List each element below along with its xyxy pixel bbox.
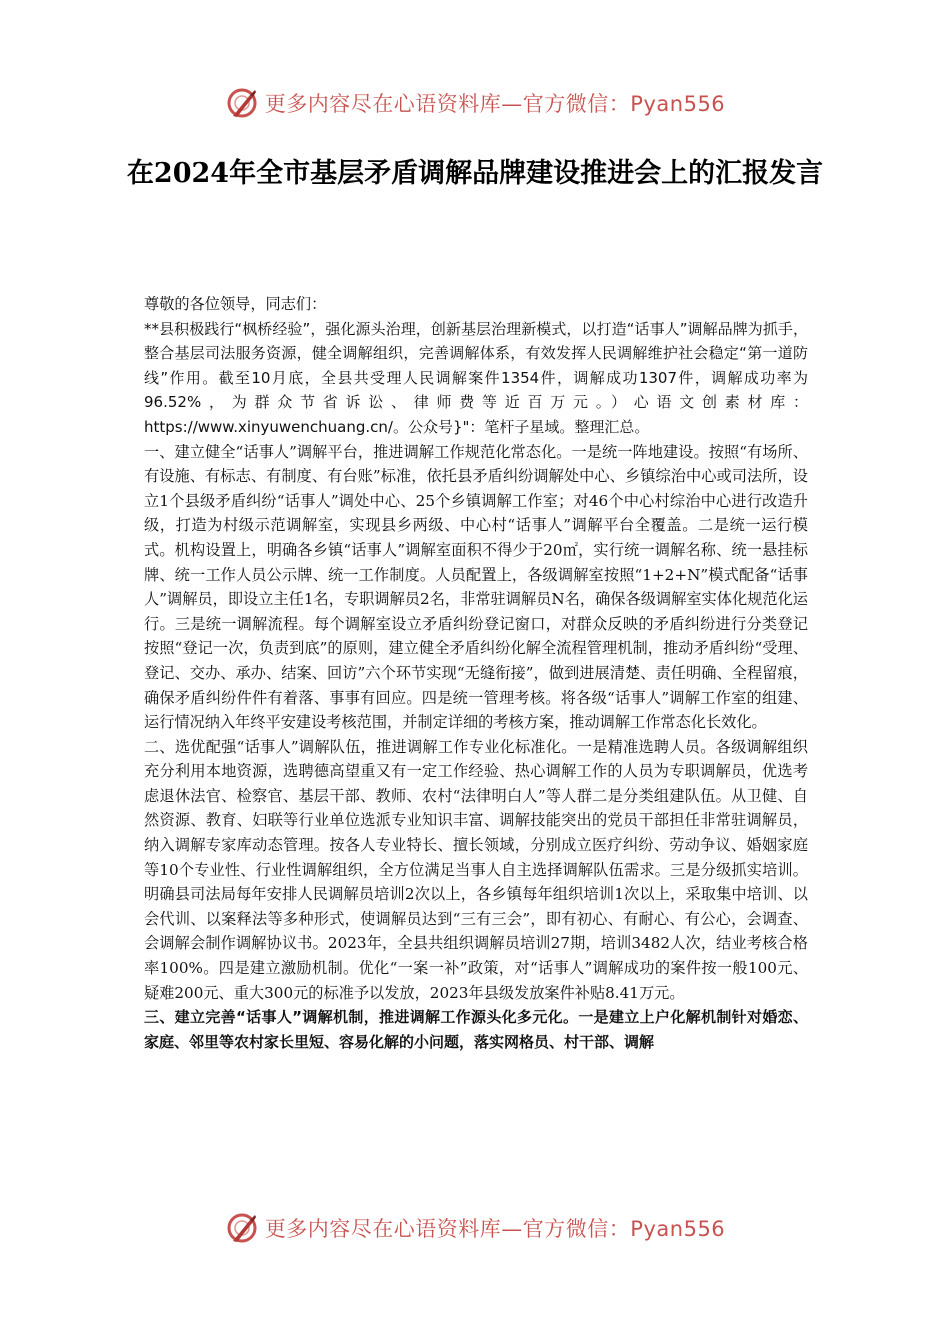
greeting: 尊敬的各位领导，同志们： [144, 295, 327, 313]
brush-logo-icon [225, 1211, 259, 1245]
document-body [144, 292, 808, 1054]
watermark-banner-bottom [0, 1203, 950, 1253]
brush-logo-icon [225, 86, 259, 120]
section-1-paragraph: 一、建立健全“话事人”调解平台，推进调解工作规范化常态化。一是统一阵地建设。按照“有场所、有设施、有标志、有制度、有台账”标准，依托县矛盾纠纷调解处中心、乡镇综治中心或司法所，设立1个县级矛盾纠纷“话事人”调处中心、25个乡镇调解工作室；对46个中心村综治中心进行改造升级，打造为村级示范调解室，实现县乡两级、中心村“话事人”调解平台全覆盖。二是统一运行模式。机构设置上，明确各乡镇“话事人”调解室面积不得少于20㎡，实行统一调解名称、统一悬挂标牌、统一工作人员公示牌、统一工作制度。人员配置上，各级调解室按照“1+2+N”模式配备“话事人”调解员，即设立主任1名，专职调解员2名，非常驻调解员N名，确保各级调解室实体化规范化运行。三是统一调解流程。每个调解室设立矛盾纠纷登记窗口，对群众反映的矛盾纠纷进行分类登记按照“登记一次，负责到底”的原则，建立健全矛盾纠纷化解全流程管理机制，推动矛盾纠纷“受理、登记、交办、承办、结案、回访”六个环节实现“无缝衔接”，做到进展清楚、责任明确、全程留痕，确保矛盾纠纷件件有着落、事事有回应。四是统一管理考核。将各级“话事人”调解工作室的组建、运行情况纳入年终平安建设考核范围，并制定详细的考核方案，推动调解工作常态化长效化。 [144, 442, 808, 732]
section-3-paragraph: 三、建立完善“话事人”调解机制，推进调解工作源头化多元化。一是建立上户化解机制针对婚恋、家庭、邻里等农村家长里短、容易化解的小问题，落实网格员、村干部、调解 [144, 1008, 808, 1051]
page-title: 在2024年全市基层矛盾调解品牌建设推进会上的汇报发言 [126, 158, 824, 189]
intro-paragraph: **县积极践行“枫桥经验”，强化源头治理，创新基层治理新模式，以打造“话事人”调解品牌为抓手，整合基层司法服务资源，健全调解组织，完善调解体系，有效发挥人民调解维护社会稳定“第一道防线”作用。截至10月底，全县共受理人民调解案件1354件，调解成功1307件，调解成功率为96.52%，为群众节省诉讼、律师费等近百万元。）心语文创素材库：https://www.xinyuwenchuang.cn/。公众号}"：笔杆子星域。整理汇总。 [144, 319, 808, 436]
watermark-banner-top [0, 78, 950, 128]
watermark-text: 更多内容尽在心语资料库—官方微信：Pyan556 [264, 1217, 726, 1241]
watermark-text: 更多内容尽在心语资料库—官方微信：Pyan556 [264, 92, 726, 116]
section-2-paragraph: 二、选优配强“话事人”调解队伍，推进调解工作专业化标准化。一是精准选聘人员。各级调解组织充分利用本地资源，选聘德高望重又有一定工作经验、热心调解工作的人员为专职调解员，优选考虑退休法官、检察官、基层干部、教师、农村“法律明白人”等人群二是分类组建队伍。从卫健、自然资源、教育、妇联等行业单位选派专业知识丰富、调解技能突出的党员干部担任非常驻调解员，纳入调解专家库动态管理。按各人专业特长、擅长领域，分别成立医疗纠纷、劳动争议、婚姻家庭等10个专业性、行业性调解组织，全方位满足当事人自主选择调解队伍需求。三是分级抓实培训。明确县司法局每年安排人民调解员培训2次以上，各乡镇每年组织培训1次以上，采取集中培训、以会代训、以案释法等多种形式，使调解员达到“三有三会”，即有初心、有耐心、有公心，会调查、会调解会制作调解协议书。2023年，全县共组织调解员培训27期，培训3482人次，结业考核合格率100%。四是建立激励机制。优化“一案一补”政策，对“话事人”调解成功的案件按一般100元、疑难200元、重大300元的标准予以发放，2023年县级发放案件补贴8.41万元。 [144, 737, 808, 1002]
